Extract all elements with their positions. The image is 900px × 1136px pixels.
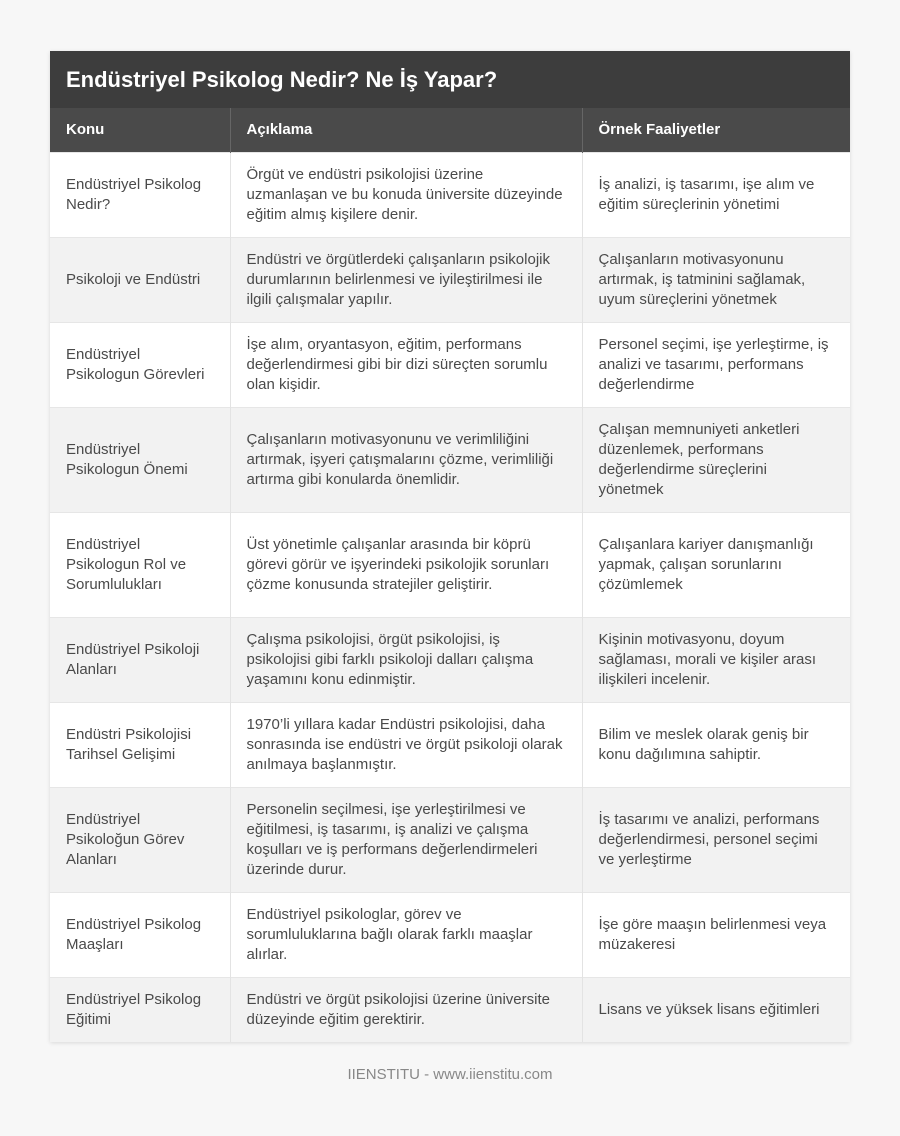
info-table-card bbox=[50, 51, 850, 1042]
table-row bbox=[50, 512, 850, 617]
table-row bbox=[50, 152, 850, 237]
cell-description: Çalışanların motivasyonunu ve verimliliğini artırmak, işyeri çatışmalarını çözme, verimliliği artırma gibi konularda önemlidir. bbox=[230, 407, 582, 512]
cell-topic: Endüstriyel Psikoloji Alanları bbox=[50, 617, 230, 702]
cell-topic: Endüstri Psikolojisi Tarihsel Gelişimi bbox=[50, 702, 230, 787]
footer-credit: IIENSTITU - www.iienstitu.com bbox=[347, 1066, 553, 1083]
cell-description: Örgüt ve endüstri psikolojisi üzerine uzmanlaşan ve bu konuda üniversite düzeyinde eğitim almış kişilere denir. bbox=[230, 152, 582, 237]
table-row bbox=[50, 787, 850, 892]
column-header-ornek-faaliyetler: Örnek Faaliyetler bbox=[582, 108, 850, 152]
table-title: Endüstriyel Psikolog Nedir? Ne İş Yapar? bbox=[50, 51, 850, 108]
cell-topic: Psikoloji ve Endüstri bbox=[50, 237, 230, 322]
cell-description: İşe alım, oryantasyon, eğitim, performans değerlendirmesi gibi bir dizi süreçten sorumlu olan kişidir. bbox=[230, 322, 582, 407]
cell-description: 1970’li yıllara kadar Endüstri psikolojisi, daha sonrasında ise endüstri ve örgüt psikoloji olarak anılmaya başlanmıştır. bbox=[230, 702, 582, 787]
cell-activities: Bilim ve meslek olarak geniş bir konu dağılımına sahiptir. bbox=[582, 702, 850, 787]
cell-activities: İş analizi, iş tasarımı, işe alım ve eğitim süreçlerinin yönetimi bbox=[582, 152, 850, 237]
column-header-aciklama: Açıklama bbox=[230, 108, 582, 152]
cell-description: Üst yönetimle çalışanlar arasında bir köprü görevi görür ve işyerindeki psikolojik sorunları çözme konusunda stratejiler geliştirir. bbox=[230, 512, 582, 617]
table-row bbox=[50, 702, 850, 787]
table-row bbox=[50, 322, 850, 407]
table-row bbox=[50, 407, 850, 512]
cell-activities: Çalışanların motivasyonunu artırmak, iş tatminini sağlamak, uyum süreçlerini yönetmek bbox=[582, 237, 850, 322]
cell-description: Endüstri ve örgütlerdeki çalışanların psikolojik durumlarının belirlenmesi ve iyileştirilmesi ile ilgili çalışmalar yapılır. bbox=[230, 237, 582, 322]
table-row bbox=[50, 977, 850, 1042]
cell-topic: Endüstriyel Psikoloğun Görev Alanları bbox=[50, 787, 230, 892]
cell-description: Endüstri ve örgüt psikolojisi üzerine üniversite düzeyinde eğitim gerektirir. bbox=[230, 977, 582, 1042]
cell-activities: İş tasarımı ve analizi, performans değerlendirmesi, personel seçimi ve yerleştirme bbox=[582, 787, 850, 892]
cell-activities: İşe göre maaşın belirlenmesi veya müzakeresi bbox=[582, 892, 850, 977]
cell-activities: Çalışan memnuniyeti anketleri düzenlemek, performans değerlendirme süreçlerini yönetmek bbox=[582, 407, 850, 512]
cell-topic: Endüstriyel Psikolog Nedir? bbox=[50, 152, 230, 237]
table-row bbox=[50, 617, 850, 702]
table-row bbox=[50, 237, 850, 322]
column-header-konu: Konu bbox=[50, 108, 230, 152]
cell-activities: Kişinin motivasyonu, doyum sağlaması, morali ve kişiler arası ilişkileri incelenir. bbox=[582, 617, 850, 702]
cell-description: Personelin seçilmesi, işe yerleştirilmesi ve eğitilmesi, iş tasarımı, iş analizi ve çalışma koşulları ve iş performans değerlendirmeleri üzerinde durur. bbox=[230, 787, 582, 892]
cell-topic: Endüstriyel Psikolog Maaşları bbox=[50, 892, 230, 977]
header-row bbox=[50, 108, 850, 152]
cell-description: Çalışma psikolojisi, örgüt psikolojisi, iş psikolojisi gibi farklı psikoloji dalları çalışma yaşamını konu edinmiştir. bbox=[230, 617, 582, 702]
cell-activities: Lisans ve yüksek lisans eğitimleri bbox=[582, 977, 850, 1042]
cell-activities: Personel seçimi, işe yerleştirme, iş analizi ve tasarımı, performans değerlendirme bbox=[582, 322, 850, 407]
table-row bbox=[50, 892, 850, 977]
cell-topic: Endüstriyel Psikologun Rol ve Sorumlulukları bbox=[50, 512, 230, 617]
cell-description: Endüstriyel psikologlar, görev ve sorumluluklarına bağlı olarak farklı maaşlar alırlar. bbox=[230, 892, 582, 977]
cell-activities: Çalışanlara kariyer danışmanlığı yapmak, çalışan sorunlarını çözümlemek bbox=[582, 512, 850, 617]
cell-topic: Endüstriyel Psikolog Eğitimi bbox=[50, 977, 230, 1042]
cell-topic: Endüstriyel Psikologun Görevleri bbox=[50, 322, 230, 407]
info-table bbox=[50, 108, 850, 1042]
cell-topic: Endüstriyel Psikologun Önemi bbox=[50, 407, 230, 512]
